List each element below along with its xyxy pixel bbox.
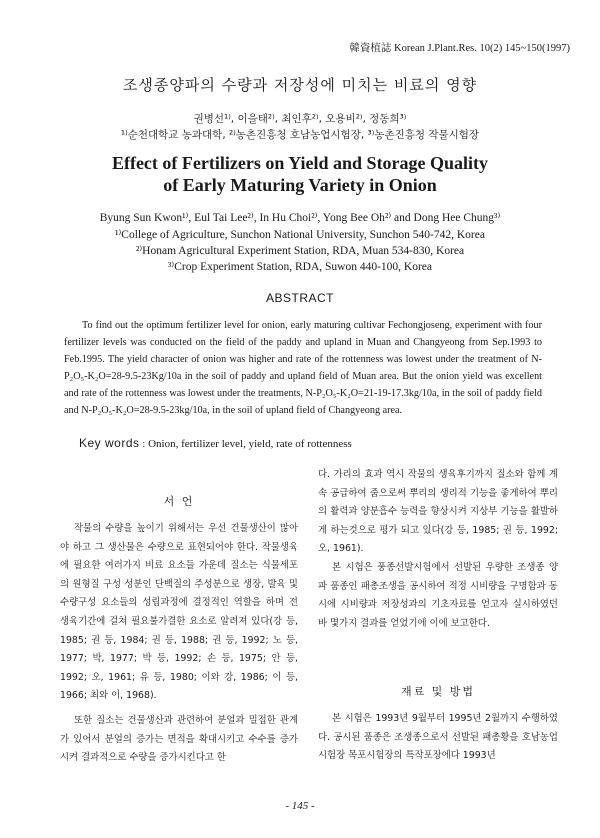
right-column (318, 466, 558, 633)
english-affiliation-2: ²⁾Honam Agricultural Experiment Station, RDA, Muan 534-830, Korea (135, 245, 465, 257)
abstract-heading: ABSTRACT (265, 291, 334, 305)
abstract-body (64, 317, 542, 419)
intro-paragraph-3: 본 시험은 풍종선발시험에서 선발된 우량한 조생종 양파 품종인 패총조생을 공시하여 적정 시비량을 구명함과 동시에 시비량과 저장성과의 기초자료를 얻고자 실시하였던바 몇가지 결과를 얻었기에 이에 보고한다. (318, 561, 558, 629)
english-authors: Byung Sun Kwon¹⁾, Eul Tai Lee²⁾, In Hu Choi²⁾, Yong Bee Oh²⁾ and Dong Hee Chung³⁾ (99, 212, 501, 224)
english-title-line1: Effect of Fertilizers on Yield and Storage Quality (111, 153, 489, 173)
page-number: - 145 - (285, 800, 315, 812)
methods-column (318, 710, 558, 766)
section-materials-methods-heading: 재료 및 방법 (400, 685, 476, 698)
english-affiliation-1: ¹⁾College of Agriculture, Sunchon National University, Sunchon 540-742, Korea (115, 229, 485, 241)
left-column (60, 520, 298, 768)
english-title (0, 152, 600, 196)
korean-affiliations: ¹⁾순천대학교 농과대학, ²⁾농촌진흥청 호남농업시험장, ³⁾농촌진흥청 작물시험장 (120, 129, 480, 141)
keywords (79, 436, 352, 450)
keywords-label: Key words (79, 436, 140, 450)
intro-paragraph-1: 작물의 수량을 높이기 위해서는 우선 건물생산이 많아야 하고 그 생산물은 수량으로 표현되어야 한다. 작물생육에 필요한 여러가지 비료 요소들 가운데 질소는 식물세포의 원형질 구성 성분인 단백질의 주성분으로 생장, 발육 및 수량구성 요소들의 성립과정에 결정적인 역할을 하며 전 생육기간에 걸쳐 필요불가결한 요소로 알려져 있다(강 등, 1985; 권 등, 1984; 권 등, 1988; 권 등, 1992; 노 등, 1977; 박, 1977; 박 등, 1992; 손 등, 1975; 안 등, 1992; 오, 1961; 유 등, 1980; 이와 강, 1986; 이 등, 1966; 최와 이, 1968). (60, 523, 298, 702)
journal-citation: 韓資植誌 Korean J.Plant.Res. 10(2) 145~150(1997) (349, 43, 570, 54)
english-affiliation-3: ³⁾Crop Experiment Station, RDA, Suwon 440-100, Korea (167, 261, 433, 273)
intro-paragraph-2: 또한 질소는 건물생산과 관련하여 분얼과 밀접한 관계가 있어서 분얼의 증가는 면적을 확대시키고 수수를 증가시켜 결과적으로 수량을 증가시킨다고 한 (60, 714, 298, 764)
section-introduction-heading: 서 언 (163, 495, 195, 508)
korean-title: 조생종양파의 수량과 저장성에 미치는 비료의 영향 (122, 76, 478, 94)
intro-paragraph-continued: 다. 가리의 효과 역시 작물의 생육후기까지 질소와 함께 계속 공급하여 줌으로써 뿌리의 생리적 기능을 좋게하여 뿌리의 활력과 양분흡수 능력을 향상시켜 지상부 기능을 활발하게 하는것으로 평가 되고 있다(강 등, 1985; 권 등, 1992; 오, 1961). (318, 469, 558, 555)
english-title-line2: of Early Maturing Variety in Onion (163, 175, 437, 195)
korean-authors: 권병선¹⁾, 이을태²⁾, 최인후²⁾, 오용비²⁾, 정동희³⁾ (193, 113, 407, 125)
methods-paragraph-1: 본 시험은 1993년 9월부터 1995년 2월까지 수행하였다. 공시된 품종은 조생종으로서 선발된 패총황을 호남농업시험장 목포시험장의 특작포장에다 1993년 (318, 713, 558, 762)
abstract-text: To find out the optimum fertilizer level for onion, early maturing cultivar Fechongjoseng, experiment with four fertilizer levels was conducted on the field of the paddy and upland in Muan and Changyeong from Sep.1993 to Feb.1995. The yield character of onion was higher and rate of the rottenness was lowest under the treatment of N-P₂O₅-K₂O=28-9.5-23Kg/10a in the soil of paddy and upland field of Muan area. But the onion yield was excellent and rate of the rottenness was lowest under the treatments, N-P₂O₅-K₂O=21-19-17.3kg/10a, in the soil of paddy field and N-P₂O₅-K₂O=28-9.5-23kg/10a, in the soil of upland field of Changyeong area. (64, 320, 542, 416)
keywords-text: : Onion, fertilizer level, yield, rate of rottenness (142, 438, 352, 450)
